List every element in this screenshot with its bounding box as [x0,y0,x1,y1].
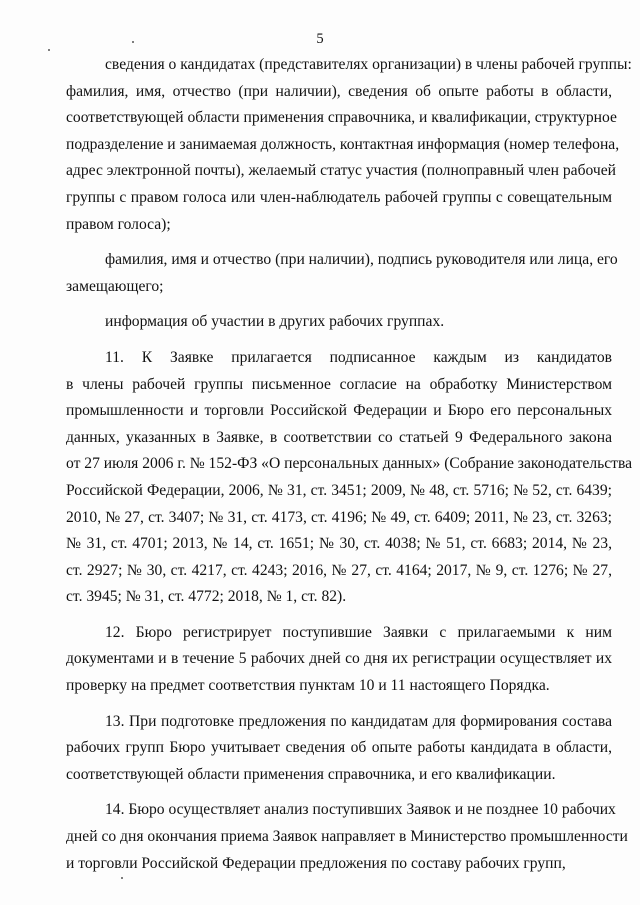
text-line: 14. Бюро осуществляет анализ поступивших Заявок и не позднее 10 рабочих [105,801,616,819]
text-line: ст. 3945; № 31, ст. 4772; 2018, № 1, ст. 82). [66,588,347,606]
paragraph [66,797,628,877]
text-line: Российской Федерации, 2006, № 31, ст. 3451; 2009, № 48, ст. 5716; № 52, ст. 6439; [66,481,612,499]
text-line: группы с правом голоса или член-наблюдатель рабочей группы с совещательным [66,188,612,206]
text-line: 11. К Заявке прилагается подписанное каждым из кандидатов [105,348,612,366]
text-line: замещающего; [66,277,164,295]
scan-speck [121,877,123,879]
text-line: подразделение и занимаемая должность, контактная информация (номер телефона, [66,135,620,153]
document-body [66,52,633,877]
paragraph [66,52,632,238]
paragraph-gap [66,700,612,709]
paragraph-gap [66,336,612,345]
paragraph-gap [66,788,612,797]
paragraph [66,709,612,789]
text-line: рабочих групп Бюро учитывает сведения об опыте работы кандидата в области, [66,739,612,757]
page-number: 5 [316,31,324,47]
text-line: информация об участии в других рабочих группах. [105,313,445,331]
paragraph-gap [66,300,612,309]
text-line: фамилия, имя и отчество (при наличии), подпись руководителя или лица, его [105,251,618,269]
text-line: № 31, ст. 4701; 2013, № 14, ст. 1651; № 30, ст. 4038; № 51, ст. 6683; 2014, № 23, [66,535,612,553]
text-line: 13. При подготовке предложения по кандидатам для формирования состава [105,712,612,730]
scan-speck [48,49,50,51]
text-line: адрес электронной почты), желаемый статус участия (полноправный член рабочей [66,162,617,180]
text-line: дней со дня окончания приема Заявок направляет в Министерство промышленности [66,828,628,846]
text-line: от 27 июля 2006 г. № 152-ФЗ «О персональных данных» (Собрание законодательства [66,455,633,473]
text-line: сведения о кандидатах (представителях организации) в члены рабочей группы: [105,56,632,73]
text-line: соответствующей области применения справочника, и квалификации, структурное [66,109,617,127]
text-line: в члены рабочей группы письменное согласие на обработку Министерством [66,375,612,393]
paragraph [66,309,612,336]
text-line: проверку на предмет соответствия пунктам 10 и 11 настоящего Порядка. [66,677,550,695]
text-line: правом голоса); [66,215,171,233]
scan-speck [132,41,134,43]
text-line: 12. Бюро регистрирует поступившие Заявки с прилагаемыми к ним [105,623,612,641]
text-line: ст. 2927; № 30, ст. 4217, ст. 4243; 2016, № 27, ст. 4164; 2017, № 9, ст. 1276; № 27, [66,561,612,579]
text-line: фамилия, имя, отчество (при наличии), сведения об опыте работы в области, [66,82,612,100]
text-line: данных, указанных в Заявке, в соответствии со статьей 9 Федерального закона [66,428,612,446]
paragraph [66,620,612,700]
paragraph [66,247,618,300]
text-line: и торговли Российской Федерации предложения по составу рабочих групп, [66,854,566,872]
text-line: соответствующей области применения справочника, и его квалификации. [66,765,556,783]
text-line: 2010, № 27, ст. 3407; № 31, ст. 4173, ст. 4196; № 49, ст. 6409; 2011, № 23, ст. 3263; [66,508,612,526]
paragraph-gap [66,238,612,247]
paragraph-gap [66,611,612,620]
text-line: промышленности и торговли Российской Федерации и Бюро его персональных [66,402,612,420]
paragraph [66,345,633,611]
text-line: документами и в течение 5 рабочих дней со дня их регистрации осуществляет их [66,650,612,668]
